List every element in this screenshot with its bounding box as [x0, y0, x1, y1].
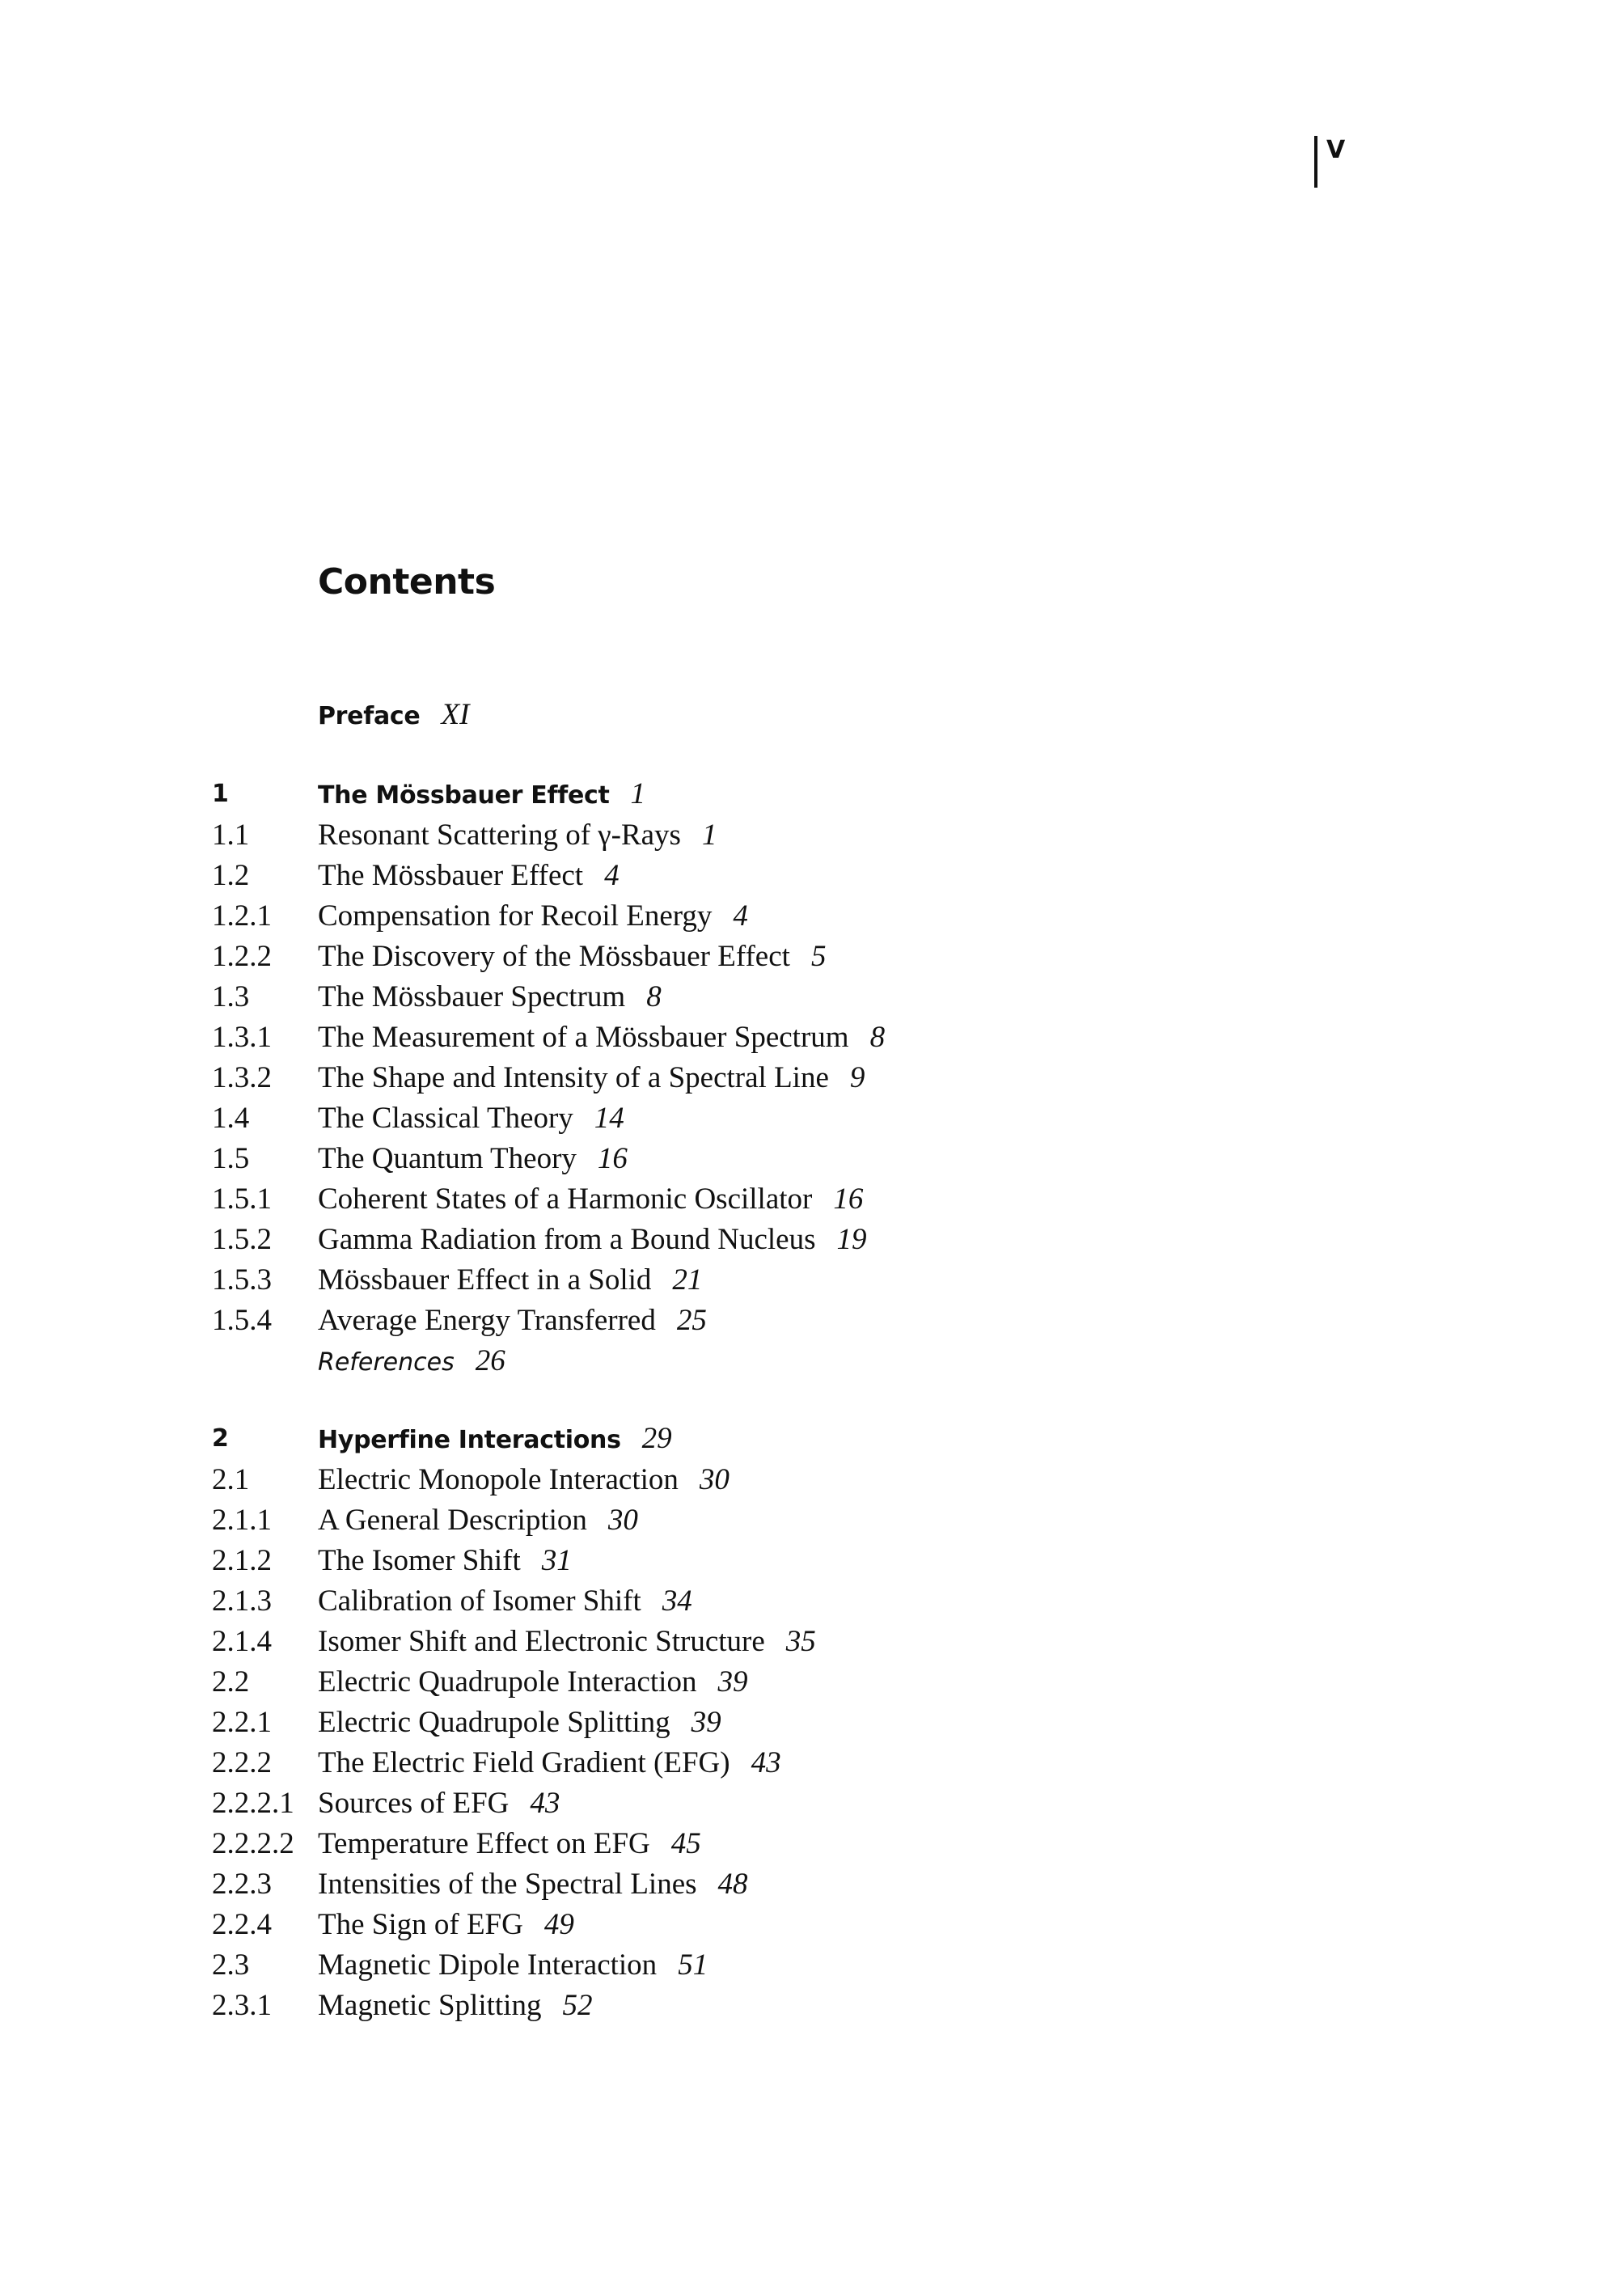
section-page: 43	[530, 1787, 560, 1820]
section-number: 2.1.1	[212, 1504, 272, 1537]
section-page: 16	[833, 1182, 864, 1216]
section-number: 2.2.2.1	[212, 1787, 294, 1820]
section-number: 1.2	[212, 859, 250, 892]
section-number: 1.5.4	[212, 1304, 272, 1337]
section-title: Isomer Shift and Electronic Structure	[318, 1625, 765, 1658]
section-title: The Shape and Intensity of a Spectral Line	[318, 1061, 829, 1094]
section-page: 30	[699, 1463, 730, 1496]
section-title: The Mössbauer Spectrum	[318, 980, 626, 1013]
section-page: 35	[785, 1625, 816, 1658]
section-page: 1	[701, 819, 717, 852]
section-title: Coherent States of a Harmonic Oscillator	[318, 1182, 813, 1216]
section-title: The Electric Field Gradient (EFG)	[318, 1746, 730, 1779]
page-marker-rule	[1314, 136, 1317, 188]
section-page: 51	[678, 1948, 708, 1982]
section-number: 2.2.1	[212, 1706, 272, 1739]
section-page: 30	[607, 1504, 638, 1537]
section-number: 2.1.2	[212, 1544, 272, 1577]
chapter-number: 2	[212, 1424, 229, 1453]
section-title: Electric Monopole Interaction	[318, 1463, 679, 1496]
section-number: 2.2.3	[212, 1868, 272, 1901]
section-number: 2.1.3	[212, 1584, 272, 1618]
section-page: 43	[751, 1746, 781, 1779]
section-page: 19	[836, 1223, 867, 1256]
section-number: 1.2.1	[212, 899, 272, 933]
section-number: 2.2	[212, 1665, 250, 1699]
section-page: 25	[676, 1304, 707, 1337]
section-page: 21	[672, 1263, 703, 1297]
chapter-page: 29	[641, 1422, 672, 1455]
references-label: References	[318, 1348, 455, 1377]
page-number: V	[1326, 136, 1346, 164]
section-title: The Sign of EFG	[318, 1908, 523, 1941]
section-page: 39	[717, 1665, 748, 1699]
section-title: Magnetic Dipole Interaction	[318, 1948, 658, 1982]
section-title: Resonant Scattering of γ-Rays	[318, 819, 681, 852]
section-title: Gamma Radiation from a Bound Nucleus	[318, 1223, 816, 1256]
section-title: Compensation for Recoil Energy	[318, 899, 713, 933]
section-page: 48	[717, 1868, 748, 1901]
section-number: 1.3.1	[212, 1021, 272, 1054]
section-title: Sources of EFG	[318, 1787, 510, 1820]
chapter-title: Hyperfine Interactions	[318, 1426, 621, 1454]
section-page: 4	[604, 859, 620, 892]
section-number: 2.3.1	[212, 1989, 272, 2022]
section-page: 14	[594, 1102, 624, 1135]
references-page: 26	[475, 1344, 505, 1377]
section-page: 34	[662, 1584, 692, 1618]
section-title: The Measurement of a Mössbauer Spectrum	[318, 1021, 849, 1054]
section-title: A General Description	[318, 1504, 587, 1537]
contents-title: Contents	[318, 561, 496, 603]
section-title: Electric Quadrupole Interaction	[318, 1665, 697, 1699]
section-title: The Isomer Shift	[318, 1544, 521, 1577]
section-page: 52	[562, 1989, 593, 2022]
section-number: 2.1	[212, 1463, 250, 1496]
section-page: 16	[597, 1142, 628, 1175]
section-page: 8	[869, 1021, 886, 1054]
section-page: 45	[670, 1827, 701, 1860]
section-number: 2.2.4	[212, 1908, 272, 1941]
section-title: The Quantum Theory	[318, 1142, 577, 1175]
section-title: The Discovery of the Mössbauer Effect	[318, 940, 790, 973]
section-title: Calibration of Isomer Shift	[318, 1584, 641, 1618]
section-number: 2.2.2	[212, 1746, 272, 1779]
section-title: Mössbauer Effect in a Solid	[318, 1263, 652, 1297]
section-title: The Classical Theory	[318, 1102, 573, 1135]
section-number: 2.1.4	[212, 1625, 272, 1658]
preface-label: Preface	[318, 702, 421, 730]
section-number: 1.5	[212, 1142, 250, 1175]
section-number: 1.4	[212, 1102, 250, 1135]
section-title: Average Energy Transferred	[318, 1304, 656, 1337]
section-page: 8	[646, 980, 662, 1013]
section-title: Temperature Effect on EFG	[318, 1827, 650, 1860]
section-title: The Mössbauer Effect	[318, 859, 584, 892]
section-page: 31	[541, 1544, 572, 1577]
section-title: Magnetic Splitting	[318, 1989, 542, 2022]
section-number: 1.2.2	[212, 940, 272, 973]
section-title: Intensities of the Spectral Lines	[318, 1868, 697, 1901]
preface-page: XI	[441, 698, 470, 731]
section-number: 1.1	[212, 819, 250, 852]
section-number: 2.3	[212, 1948, 250, 1982]
section-page: 9	[849, 1061, 865, 1094]
chapter-number: 1	[212, 780, 229, 808]
chapter-page: 1	[630, 777, 646, 810]
section-number: 1.5.2	[212, 1223, 272, 1256]
section-number: 1.5.3	[212, 1263, 272, 1297]
section-number: 1.5.1	[212, 1182, 272, 1216]
section-page: 5	[810, 940, 827, 973]
section-number: 2.2.2.2	[212, 1827, 294, 1860]
section-page: 39	[691, 1706, 721, 1739]
section-number: 1.3.2	[212, 1061, 272, 1094]
section-number: 1.3	[212, 980, 250, 1013]
section-page: 4	[733, 899, 748, 933]
section-page: 49	[543, 1908, 574, 1941]
chapter-title: The Mössbauer Effect	[318, 781, 610, 810]
section-title: Electric Quadrupole Splitting	[318, 1706, 670, 1739]
